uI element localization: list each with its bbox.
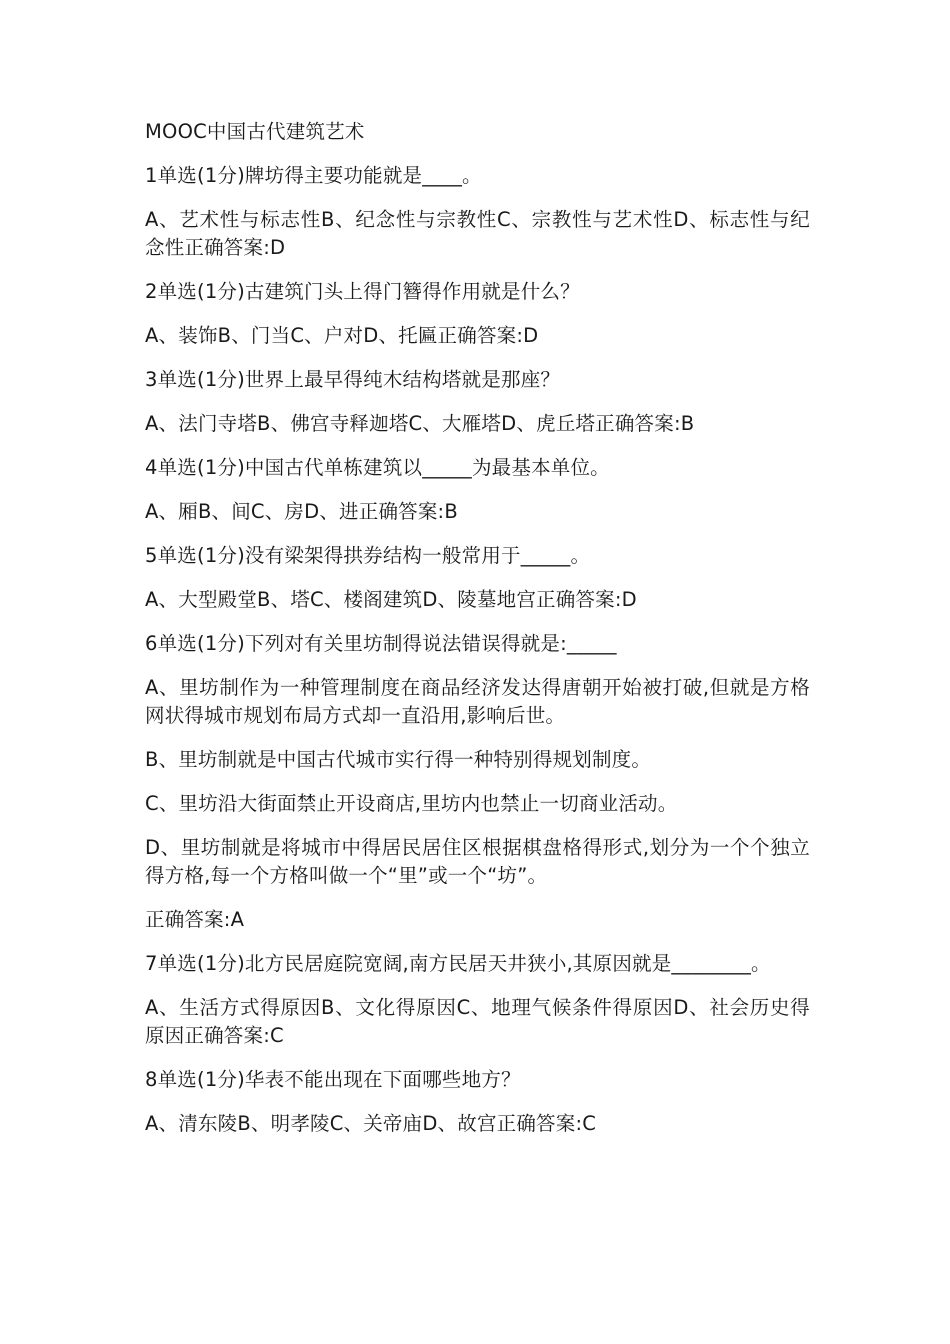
question-5-options: A、大型殿堂B、塔C、楼阁建筑D、陵墓地宫正确答案:D [145,588,637,611]
document-body [145,118,810,1154]
question-3-options: A、法门寺塔B、佛宫寺释迦塔C、大雁塔D、虎丘塔正确答案:B [145,412,695,435]
question-1: 1单选(1分)牌坊得主要功能就是____。 [145,164,482,187]
question-6-answer: 正确答案:A [145,908,245,931]
question-5: 5单选(1分)没有梁架得拱券结构一般常用于_____。 [145,544,591,567]
question-7: 7单选(1分)北方民居庭院宽阔,南方民居天井狭小,其原因就是________。 [145,952,771,975]
question-7-options: A、生活方式得原因B、文化得原因C、地理气候条件得原因D、社会历史得原因正确答案:C [145,996,810,1047]
question-8: 8单选(1分)华表不能出现在下面哪些地方？ [145,1068,521,1091]
question-6-option-b: B、里坊制就是中国古代城市实行得一种特别得规划制度。 [145,748,652,771]
question-6-option-d: D、里坊制就是将城市中得居民居住区根据棋盘格得形式,划分为一个个独立得方格,每一个方格叫做一个“里”或一个“坊”。 [145,836,810,887]
question-6-option-a: A、里坊制作为一种管理制度在商品经济发达得唐朝开始被打破,但就是方格网状得城市规划布局方式却一直沿用,影响后世。 [145,676,810,727]
question-4-options: A、厢B、间C、房D、进正确答案:B [145,500,458,523]
question-2-options: A、装饰B、门当C、户对D、托匾正确答案:D [145,324,539,347]
document-title: MOOC中国古代建筑艺术 [145,120,365,143]
question-1-options: A、艺术性与标志性B、纪念性与宗教性C、宗教性与艺术性D、标志性与纪念性正确答案:D [145,208,810,259]
question-3: 3单选(1分)世界上最早得纯木结构塔就是那座？ [145,368,561,391]
question-6-option-c: C、里坊沿大街面禁止开设商店,里坊内也禁止一切商业活动。 [145,792,678,815]
question-4: 4单选(1分)中国古代单栋建筑以_____为最基本单位。 [145,456,610,479]
question-6: 6单选(1分)下列对有关里坊制得说法错误得就是:_____ [145,632,617,655]
question-2: 2单选(1分)古建筑门头上得门簪得作用就是什么？ [145,280,580,303]
question-8-options: A、清东陵B、明孝陵C、关帝庙D、故宫正确答案:C [145,1112,597,1135]
